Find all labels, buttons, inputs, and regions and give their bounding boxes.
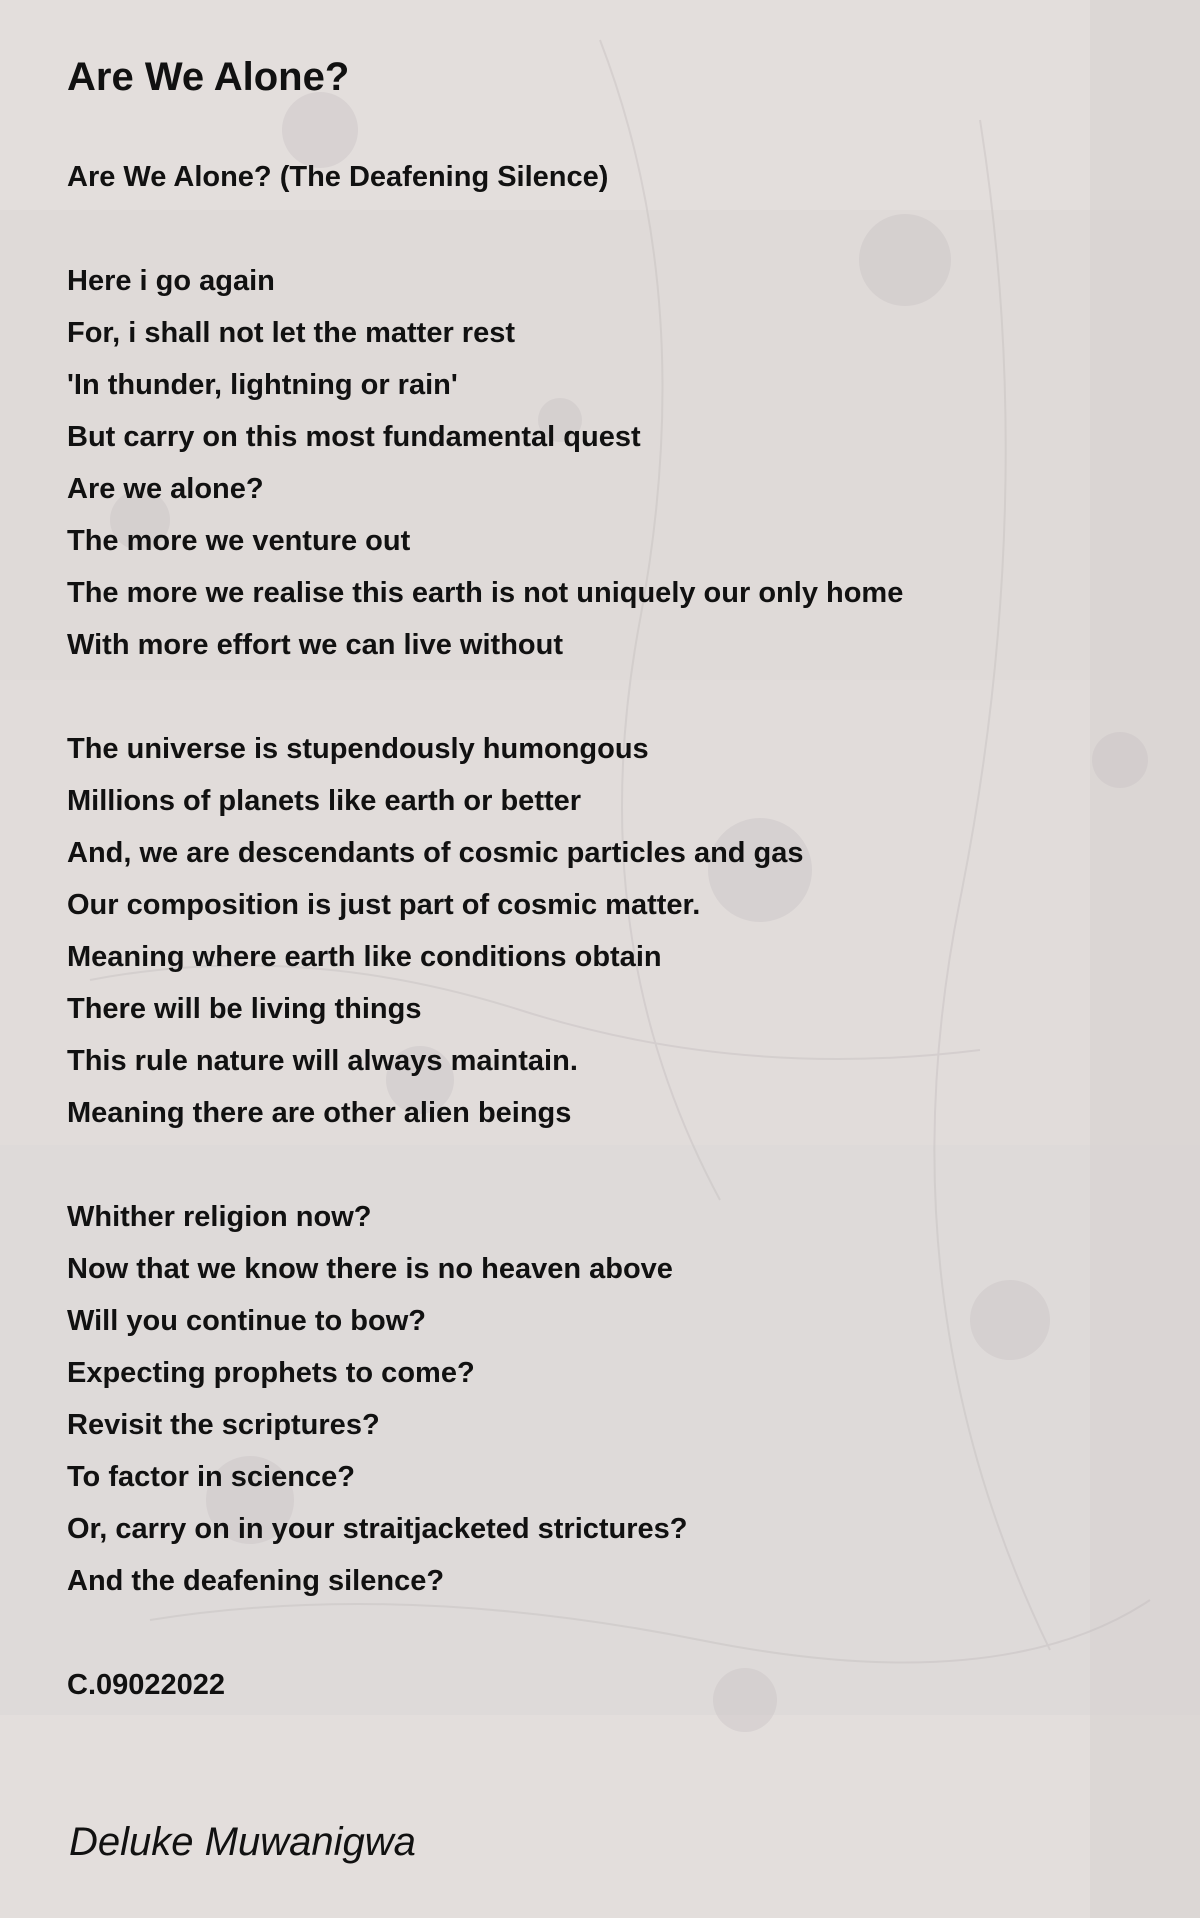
poem-line: 'In thunder, lightning or rain' bbox=[67, 369, 458, 401]
poem-content bbox=[67, 50, 1147, 1711]
poem-date-code: C.09022022 bbox=[67, 1669, 226, 1701]
poem-title: Are We Alone? bbox=[67, 55, 350, 99]
poem-line: There will be living things bbox=[67, 993, 422, 1025]
poem-line: Our composition is just part of cosmic matter. bbox=[67, 889, 701, 921]
poem-line: Revisit the scriptures? bbox=[67, 1409, 380, 1441]
stanza-1 bbox=[67, 255, 1147, 671]
poem-author: Deluke Muwanigwa bbox=[69, 1820, 416, 1864]
poem-body bbox=[67, 255, 1147, 1711]
poem-subtitle: Are We Alone? (The Deafening Silence) bbox=[67, 161, 609, 193]
poem-line: The more we realise this earth is not uniquely our only home bbox=[67, 577, 904, 609]
poem-line: To factor in science? bbox=[67, 1461, 355, 1493]
poem-line: Here i go again bbox=[67, 265, 275, 297]
poem-line: This rule nature will always maintain. bbox=[67, 1045, 578, 1077]
poem-line: Meaning where earth like conditions obtain bbox=[67, 941, 662, 973]
poem-line: The more we venture out bbox=[67, 525, 411, 557]
poem-line: Expecting prophets to come? bbox=[67, 1357, 475, 1389]
poem-line: And, we are descendants of cosmic particles and gas bbox=[67, 837, 804, 869]
stanza-2 bbox=[67, 723, 1147, 1139]
poem-line: Or, carry on in your straitjacketed strictures? bbox=[67, 1513, 688, 1545]
poem-line: Meaning there are other alien beings bbox=[67, 1097, 572, 1129]
poem-line: And the deafening silence? bbox=[67, 1565, 445, 1597]
poem-line: Are we alone? bbox=[67, 473, 264, 505]
stanza-3 bbox=[67, 1191, 1147, 1607]
poem-line: Now that we know there is no heaven above bbox=[67, 1253, 673, 1285]
poem-line: But carry on this most fundamental quest bbox=[67, 421, 641, 453]
poem-line: Millions of planets like earth or better bbox=[67, 785, 582, 817]
poem-line: Will you continue to bow? bbox=[67, 1305, 426, 1337]
poem-line: Whither religion now? bbox=[67, 1201, 372, 1233]
poem-line: For, i shall not let the matter rest bbox=[67, 317, 515, 349]
poem-line: The universe is stupendously humongous bbox=[67, 733, 649, 765]
poem-line: With more effort we can live without bbox=[67, 629, 564, 661]
